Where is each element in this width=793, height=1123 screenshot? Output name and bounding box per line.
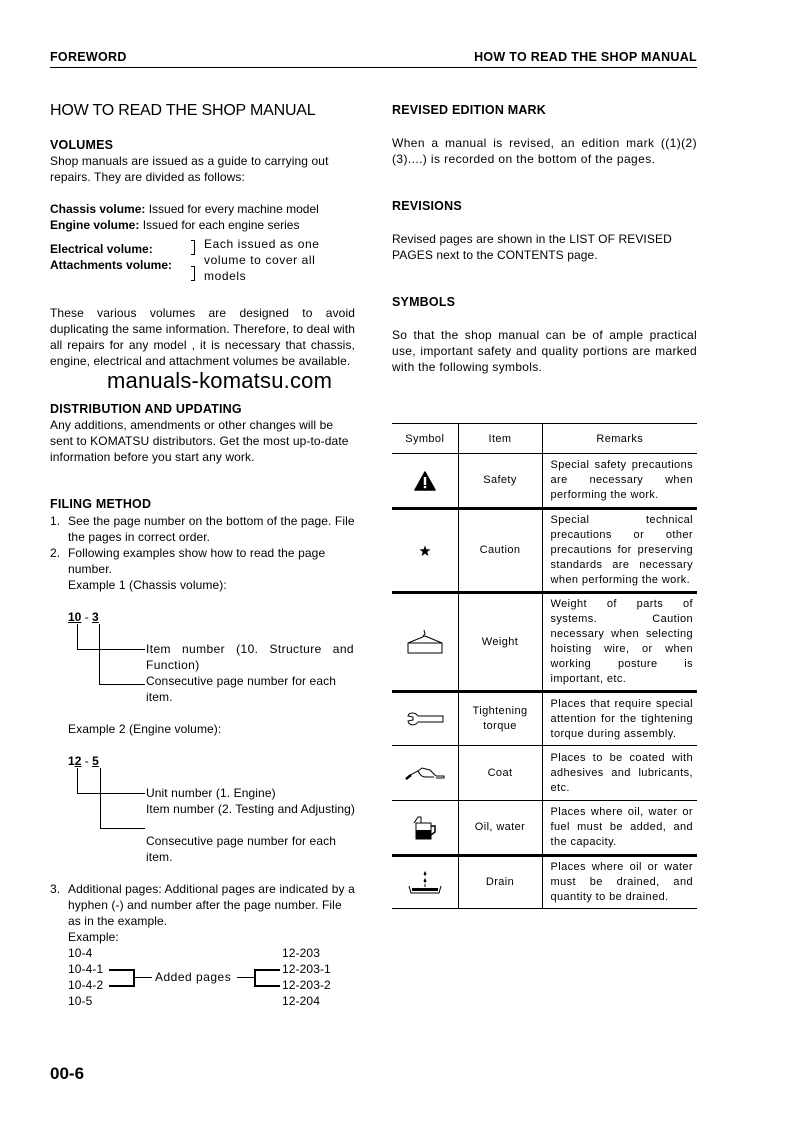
- header-document-title: HOW TO READ THE SHOP MANUAL: [474, 50, 697, 64]
- symbol-cell: [392, 856, 458, 909]
- item-cell: Coat: [458, 746, 542, 801]
- example2-desc3: Consecutive page number for each item.: [146, 834, 336, 864]
- connector-line: [77, 649, 145, 650]
- revisions-heading: REVISIONS: [392, 199, 462, 213]
- connector-line: [77, 793, 145, 794]
- example3-left-1: 10-4-1: [68, 962, 104, 976]
- bracket-line: [109, 985, 135, 987]
- example2-desc1: Unit number (1. Engine): [146, 786, 276, 800]
- watermark: manuals-komatsu.com: [107, 368, 333, 393]
- example1-page-number: 10 - 3: [68, 610, 99, 624]
- distribution-body: Any additions, amendments or other changes will be sent to KOMATSU distributors. Get the most up-to-date information before you start any work.: [50, 418, 349, 464]
- remarks-cell: Places where oil, water or fuel must be added, and the capacity.: [550, 806, 693, 848]
- col-header-symbol: Symbol: [392, 424, 458, 454]
- connector-line: [100, 828, 145, 829]
- example2-desc2: Item number (2. Testing and Adjusting): [146, 802, 356, 816]
- example2-label: Example 2 (Engine volume):: [68, 722, 222, 736]
- item-cell: Tightening torque: [458, 692, 542, 746]
- volumes-intro: Shop manuals are issued as a guide to carrying out repairs. They are divided as follows:: [50, 154, 329, 184]
- remarks-cell: Weight of parts of systems. Caution necessary when selecting hoisting wire, or when working posture is important, etc.: [550, 598, 693, 685]
- symbols-table: [392, 423, 697, 909]
- connector-line: [77, 768, 78, 794]
- filing-item-1-text: See the page number on the bottom of the page. File the pages in correct order.: [68, 514, 355, 544]
- bracket-line: [254, 969, 280, 971]
- bracket-top: [191, 240, 195, 255]
- example3-right-1: 12-203-1: [282, 962, 331, 976]
- item-cell: Oil, water: [458, 801, 542, 856]
- symbols-heading: SYMBOLS: [392, 295, 456, 309]
- bracket-line: [237, 977, 254, 978]
- revised-edition-heading: REVISED EDITION MARK: [392, 103, 547, 117]
- bracket-line: [254, 985, 280, 987]
- bracket-line: [133, 969, 135, 987]
- filing-item-1-num: 1.: [50, 514, 61, 528]
- attachments-volume-label: Attachments volume:: [50, 258, 173, 272]
- remarks-cell: Special technical precautions or other precautions for preserving standards are necessary when performing the work.: [550, 514, 693, 586]
- symbol-cell: [392, 593, 458, 692]
- revised-edition-body: When a manual is revised, an edition mark ((1)(2)(3)....) is recorded on the bottom of the pages.: [392, 136, 697, 166]
- table-row: [392, 593, 697, 692]
- weight-hoist-icon: [406, 629, 444, 655]
- engine-volume-label: Engine volume:: [50, 218, 140, 232]
- symbol-cell: [392, 746, 458, 801]
- page-number: 00-6: [50, 1064, 85, 1083]
- header-rule: [50, 67, 697, 68]
- volumes-body: These various volumes are designed to avoid duplicating the same information. Therefore, to deal with all repairs for any model , it is necessary that chassis, engine, electrical and attachment volumes be available.: [50, 306, 355, 368]
- engine-volume-text: Issued for each engine series: [142, 218, 300, 232]
- engine-volume-row: [50, 217, 355, 233]
- volumes-heading: VOLUMES: [50, 138, 114, 152]
- example1-desc2: Consecutive page number for each item.: [146, 674, 336, 704]
- filing-heading: FILING METHOD: [50, 497, 152, 511]
- remarks-cell: Special safety precautions are necessary when performing the work.: [550, 459, 693, 501]
- col-header-remarks: Remarks: [596, 432, 644, 445]
- example1-major: 10: [68, 610, 82, 624]
- item-cell: Safety: [458, 454, 542, 509]
- volumes-group-text: Each issued as one volume to cover all models: [204, 237, 320, 283]
- filing-item-2-text: Following examples show how to read the page number.: [68, 546, 326, 576]
- bracket-line: [109, 969, 135, 971]
- header-section-label: FOREWORD: [50, 50, 127, 64]
- bracket-bottom: [191, 266, 195, 281]
- chassis-volume-label: Chassis volume:: [50, 202, 146, 216]
- symbols-body: So that the shop manual can be of ample practical use, important safety and quality portions are marked with the following symbols.: [392, 328, 697, 374]
- revisions-body: Revised pages are shown in the LIST OF REVISED PAGES next to the CONTENTS page.: [392, 232, 672, 262]
- connector-line: [99, 684, 145, 685]
- table-row: [392, 509, 697, 593]
- star-icon: [419, 545, 431, 557]
- filing-item-3-text: Additional pages: Additional pages are indicated by a hyphen (-) and number after the page number. File as in the example.: [68, 882, 355, 928]
- coat-tube-icon: [404, 765, 446, 781]
- example3-left-3: 10-5: [68, 994, 93, 1008]
- col-header-item: Item: [458, 424, 542, 454]
- table-row: [392, 801, 697, 856]
- connector-line: [100, 768, 101, 829]
- table-header-row: [392, 424, 697, 454]
- symbol-cell: [392, 801, 458, 856]
- example1-minor: 3: [92, 610, 99, 624]
- connector-line: [99, 624, 100, 685]
- example1-desc1: Item number (10. Structure and Function): [146, 642, 354, 672]
- symbol-cell: [392, 692, 458, 746]
- example3-left-0: 10-4: [68, 946, 93, 960]
- bracket-line: [135, 977, 152, 978]
- table-row: [392, 692, 697, 746]
- connector-line: [77, 624, 78, 650]
- symbol-cell: [392, 454, 458, 509]
- remarks-cell: Places to be coated with adhesives and lubricants, etc.: [550, 751, 693, 794]
- remarks-cell: Places that require special attention for the tightening torque during assembly.: [550, 697, 693, 740]
- filing-item-3-num: 3.: [50, 882, 61, 896]
- electrical-volume-label: Electrical volume:: [50, 242, 153, 256]
- wrench-icon: [405, 711, 445, 727]
- example2-page-number: 12 - 5: [68, 754, 99, 768]
- example3-right-2: 12-203-2: [282, 978, 331, 992]
- item-cell: Caution: [458, 509, 542, 593]
- distribution-heading: DISTRIBUTION AND UPDATING: [50, 402, 242, 416]
- table-row: [392, 454, 697, 509]
- chassis-volume-row: [50, 201, 355, 217]
- item-cell: Weight: [458, 593, 542, 692]
- warning-triangle-icon: [414, 471, 436, 491]
- added-pages-label: Added pages: [155, 970, 232, 984]
- example3-right-0: 12-203: [282, 946, 320, 960]
- example3-left-2: 10-4-2: [68, 978, 104, 992]
- remarks-cell: Places where oil or water must be drained, and quantity to be drained.: [550, 861, 693, 903]
- oil-can-icon: [412, 815, 438, 841]
- example3-label: Example:: [68, 930, 119, 944]
- drain-pan-icon: [407, 870, 443, 896]
- example1-label: Example 1 (Chassis volume):: [68, 578, 227, 592]
- item-cell: Drain: [458, 856, 542, 909]
- chassis-volume-text: Issued for every machine model: [148, 202, 319, 216]
- page-title: HOW TO READ THE SHOP MANUAL: [50, 102, 316, 119]
- example3-right-3: 12-204: [282, 994, 320, 1008]
- filing-item-2-num: 2.: [50, 546, 61, 560]
- symbol-cell: [392, 509, 458, 593]
- table-row: [392, 746, 697, 801]
- table-row: [392, 856, 697, 909]
